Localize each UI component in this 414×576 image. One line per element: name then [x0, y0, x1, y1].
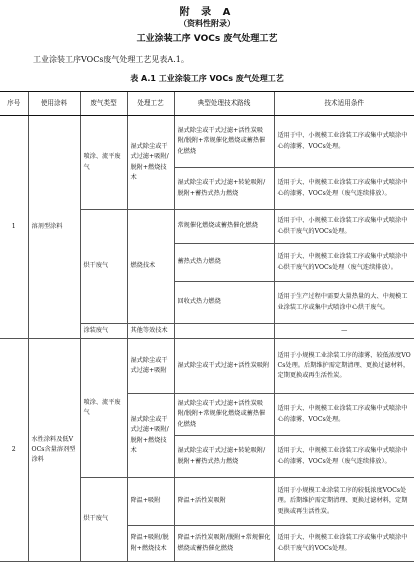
table-row — [0, 339, 414, 394]
route-cell: 湿式除尘或干式过滤+活性炭吸附/脱附+常规催化燃烧或蓄热催化燃烧 — [174, 116, 274, 168]
route-cell: 降温+活性炭吸附/脱附+常规催化燃烧或蓄热催化燃烧 — [174, 526, 274, 562]
route-cell: 湿式除尘或干式过滤+转轮吸附/脱附+蓄热式热力燃烧 — [174, 436, 274, 478]
gas-type-cell: 喷涂、流平废气 — [80, 116, 127, 210]
gas-type-cell: 烘干废气 — [80, 478, 127, 562]
condition-cell: 适用于生产过程中需要大量热量的大、中规模工业涂装工序或集中式喷涂中心烘干废气。 — [274, 282, 414, 324]
condition-cell: 适用于大、中规模工业涂装工序或集中式喷涂中心的漆雾、VOCs处理。 — [274, 394, 414, 436]
header-cell: 处理工艺 — [127, 92, 174, 116]
header-cell: 废气类型 — [80, 92, 127, 116]
process-cell: 降温+吸附 — [127, 478, 174, 526]
condition-cell: — — [274, 324, 414, 339]
condition-cell: 适用于大、中规模工业涂装工序或集中式喷涂中心烘干废气的VOCs处理。 — [274, 526, 414, 562]
process-cell: 湿式除尘或干式过滤+吸附 — [127, 339, 174, 394]
condition-cell: 适用于中、小规模工业涂装工序或集中式喷涂中心烘干废气的VOCs处理。 — [274, 210, 414, 244]
process-table — [0, 92, 414, 562]
condition-cell: 适用于中、小规模工业涂装工序或集中式喷涂中心的漆雾、VOCs处理。 — [274, 116, 414, 168]
header-cell: 典型处理技术路线 — [174, 92, 274, 116]
gas-type-cell: 烘干废气 — [80, 210, 127, 324]
route-cell: 湿式除尘或干式过滤+活性炭吸附 — [174, 339, 274, 394]
route-cell: 湿式除尘或干式过滤+活性炭吸附/脱附+常规催化燃烧或蓄热催化燃烧 — [174, 394, 274, 436]
process-cell: 其他等效技术 — [127, 324, 174, 339]
route-cell: 回收式热力燃烧 — [174, 282, 274, 324]
coating-cell: 水性涂料及低VOCs含量溶剂型涂料 — [28, 339, 80, 562]
condition-cell: 适用于小规模工业涂装工序的较低浓度VOCs处理。后期维护需定期清理、更换过滤材料，定期更换或再生活性炭。 — [274, 478, 414, 526]
serial-cell: 1 — [0, 116, 28, 339]
condition-cell: 适用于小规模工业涂装工序的漆雾、较低浓度VOCs处理。后期维护需定期清理、更换过滤材料，定期更换或再生活性炭。 — [274, 339, 414, 394]
condition-cell: 适用于大、中规模工业涂装工序或集中式喷涂中心的漆雾、VOCs处理（废气连续排放）。 — [274, 168, 414, 210]
process-cell: 降温+吸附/脱附+燃烧技术 — [127, 526, 174, 562]
gas-type-cell: 涂装废气 — [80, 324, 127, 339]
condition-cell: 适用于大、中规模工业涂装工序或集中式喷涂中心的漆雾、VOCs处理（废气连续排放）。 — [274, 436, 414, 478]
route-cell: 降温+活性炭吸附 — [174, 478, 274, 526]
route-cell: 常规催化燃烧或蓄热催化燃烧 — [174, 210, 274, 244]
route-cell: 湿式除尘或干式过滤+转轮吸附/脱附+蓄热式热力燃烧 — [174, 168, 274, 210]
appendix-title: 工业涂装工序 VOCs 废气处理工艺 — [136, 34, 278, 44]
route-cell — [174, 324, 274, 339]
process-cell: 湿式除尘或干式过滤+吸附/脱附+燃烧技术 — [127, 116, 174, 210]
serial-cell: 2 — [0, 339, 28, 562]
header-cell: 技术适用条件 — [274, 92, 414, 116]
gas-type-cell: 喷涂、流平废气 — [80, 339, 127, 478]
header-cell: 使用涂料 — [28, 92, 80, 116]
intro-paragraph: 工业涂装工序VOCs废气处理工艺见表A.1。 — [33, 55, 189, 64]
appendix-heading: 附 录 A — [179, 7, 235, 18]
process-cell: 燃烧技术 — [127, 210, 174, 324]
table-header-row — [0, 92, 414, 116]
condition-cell: 适用于大、中规模工业涂装工序或集中式喷涂中心烘干废气的VOCs处理（废气连续排放）。 — [274, 244, 414, 282]
header-cell: 序号 — [0, 92, 28, 116]
appendix-note: （资料性附录） — [179, 19, 235, 28]
process-cell: 湿式除尘或干式过滤+吸附/脱附+燃烧技术 — [127, 394, 174, 478]
coating-cell: 溶剂型涂料 — [28, 116, 80, 339]
route-cell: 蓄热式热力燃烧 — [174, 244, 274, 282]
table-row — [0, 116, 414, 168]
table-caption: 表 A.1 工业涂装工序 VOCs 废气处理工艺 — [130, 74, 284, 83]
